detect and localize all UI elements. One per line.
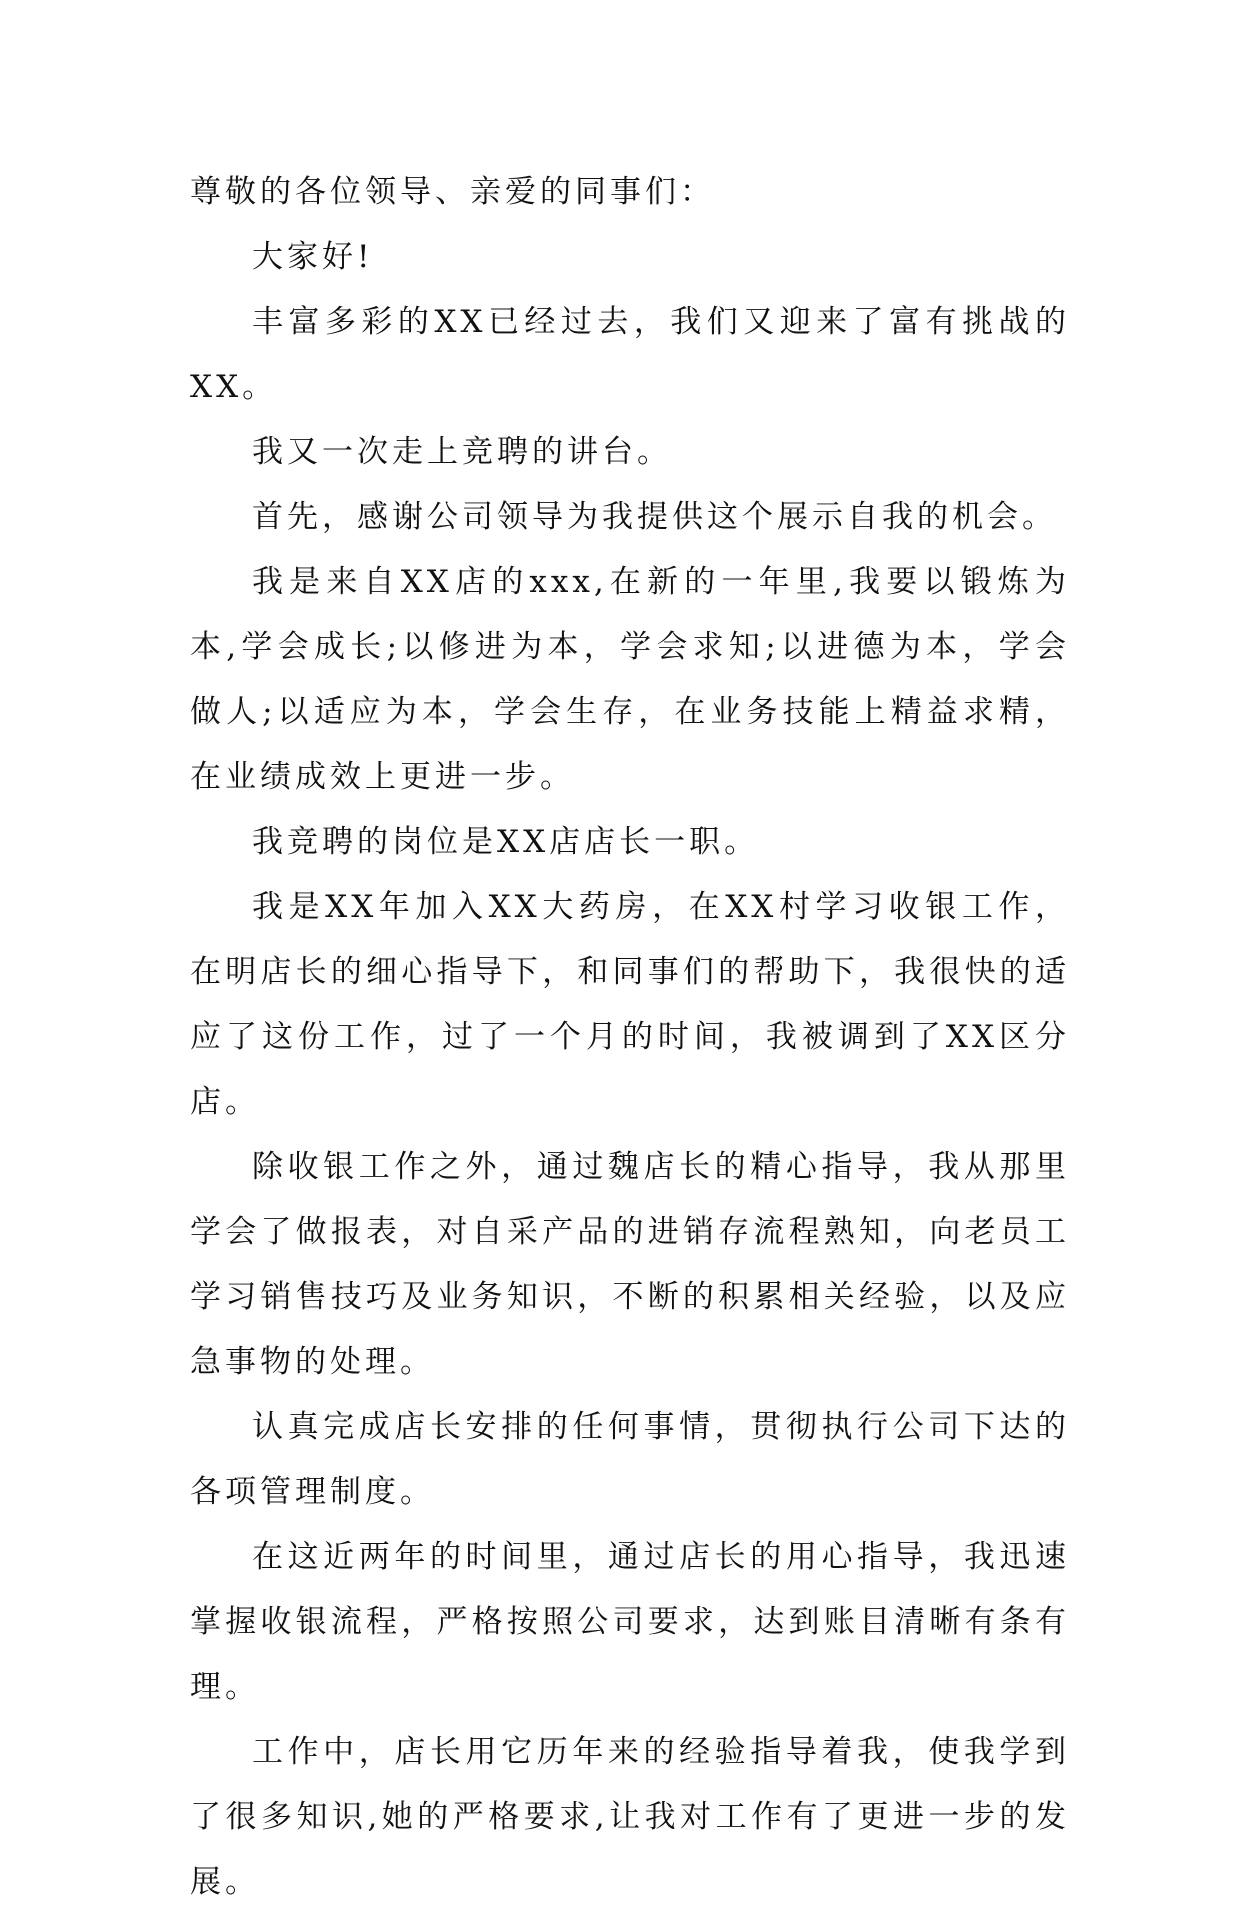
paragraph-background: 我是XX年加入XX大药房，在XX村学习收银工作，在明店长的细心指导下，和同事们的帮助下，我很快的适应了这份工作，过了一个月的时间，我被调到了XX区分店。: [190, 889, 1070, 1120]
paragraph-thanks: 首先，感谢公司领导为我提供这个展示自我的机会。: [252, 499, 1057, 535]
paragraph-learning: 除收银工作之外，通过魏店长的精心指导，我从那里学会了做报表，对自采产品的进销存流程熟知，向老员工学习销售技巧及业务知识，不断的积累相关经验，以及应急事物的处理。: [190, 1149, 1070, 1380]
paragraph-introduction: 我是来自XX店的xxx,在新的一年里,我要以锻炼为本,学会成长;以修进为本，学会求知;以进德为本，学会做人;以适应为本，学会生存，在业务技能上精益求精，在业绩成效上更进一步。: [190, 564, 1070, 795]
paragraph-position: 我竞聘的岗位是XX店店长一职。: [252, 824, 760, 860]
paragraph-duties: 认真完成店长安排的任何事情，贯彻执行公司下达的各项管理制度。: [190, 1409, 1070, 1510]
paragraph-progress: 在这近两年的时间里，通过店长的用心指导，我迅速掌握收银流程，严格按照公司要求，达到账目清晰有条有理。: [190, 1539, 1070, 1705]
paragraph-podium: 我又一次走上竞聘的讲台。: [252, 434, 672, 470]
paragraph-opening: 丰富多彩的XX已经过去，我们又迎来了富有挑战的XX。: [190, 304, 1070, 405]
paragraph-guidance: 工作中，店长用它历年来的经验指导着我，使我学到了很多知识,她的严格要求,让我对工作有了更进一步的发展。: [190, 1734, 1070, 1900]
document-body: [190, 160, 1070, 1915]
salutation: 尊敬的各位领导、亲爱的同事们：: [190, 174, 715, 210]
paragraph-greeting: 大家好!: [252, 239, 374, 275]
